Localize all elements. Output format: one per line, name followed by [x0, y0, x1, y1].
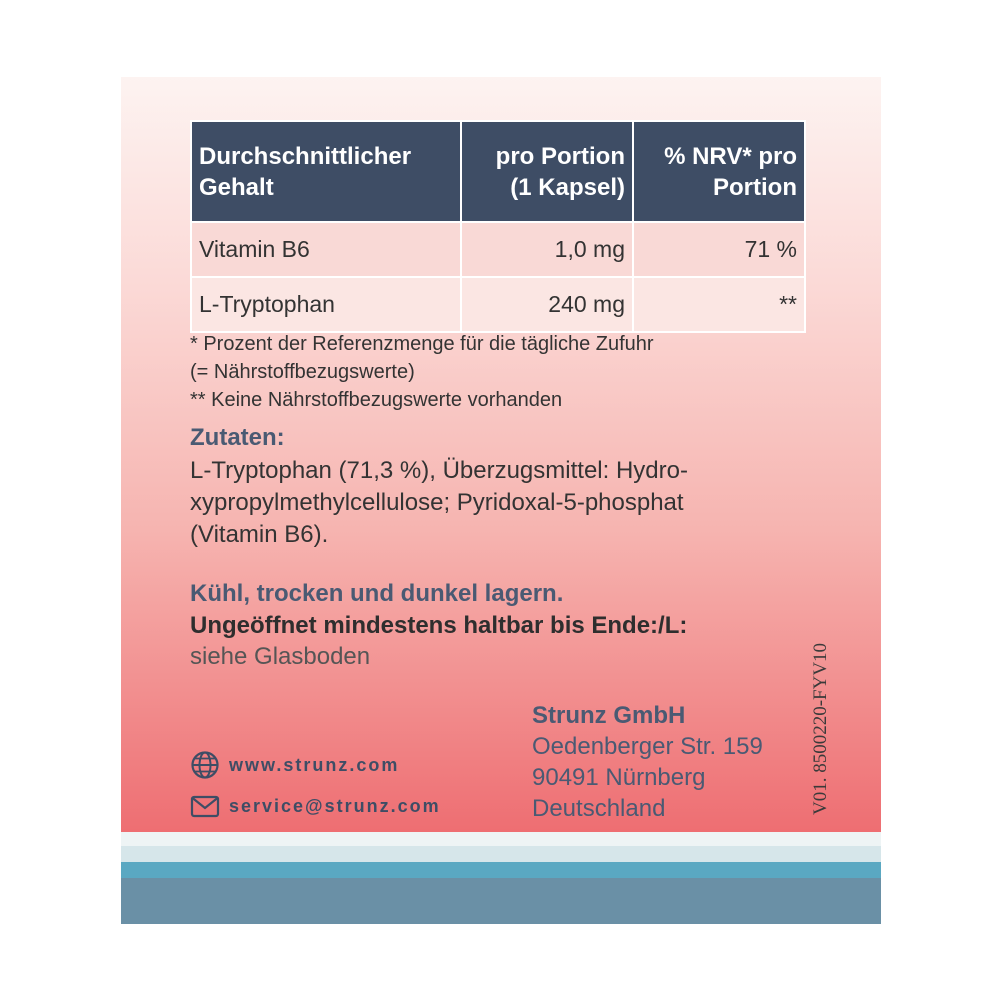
stripe-blue	[121, 862, 881, 878]
website-link[interactable]: www.strunz.com	[229, 754, 400, 775]
best-before-location: siehe Glasboden	[190, 643, 371, 670]
footnote-no-values: ** Keine Nährstoffbezugswerte vorhanden	[190, 389, 563, 411]
nutrient-portion: 240 mg	[461, 277, 633, 332]
nutrient-portion: 1,0 mg	[461, 222, 633, 277]
nutrient-name: L-Tryptophan	[191, 277, 461, 332]
table-row	[191, 222, 805, 277]
nutrient-name: Vitamin B6	[191, 222, 461, 277]
email-contact[interactable]	[190, 791, 441, 821]
website-contact[interactable]	[190, 750, 399, 780]
table-row	[191, 277, 805, 332]
stripe-slate	[121, 878, 881, 924]
storage-instruction: Kühl, trocken und dunkel lagern.	[190, 580, 564, 607]
ingredients-line: xypropylmethylcellulose; Pyridoxal-5-phosphat	[190, 489, 684, 516]
header-per-portion: pro Portion (1 Kapsel)	[461, 121, 633, 222]
nutrition-table-header	[191, 121, 805, 222]
stripe-light	[121, 832, 881, 846]
company-street: Oedenberger Str. 159	[532, 733, 763, 760]
company-country: Deutschland	[532, 795, 666, 822]
ingredients-text	[190, 455, 810, 551]
header-content: Durchschnittlicher Gehalt	[191, 121, 461, 222]
nutrient-nrv: 71 %	[633, 222, 805, 277]
batch-code: V01. 8500220-FYV10	[810, 642, 831, 815]
footnote-nrv: * Prozent der Referenzmenge für die tägliche Zufuhr	[190, 333, 654, 355]
ingredients-line: L-Tryptophan (71,3 %), Überzugsmittel: Hydro-	[190, 457, 688, 484]
header-nrv: % NRV* pro Portion	[633, 121, 805, 222]
footnote-nrv-note: (= Nährstoffbezugswerte)	[190, 361, 415, 383]
company-address	[532, 700, 763, 824]
best-before-label: Ungeöffnet mindestens haltbar bis Ende:/L:	[190, 612, 688, 639]
company-name: Strunz GmbH	[532, 702, 686, 729]
stripe-pale-blue	[121, 846, 881, 862]
company-city: 90491 Nürnberg	[532, 764, 706, 791]
email-link[interactable]: service@strunz.com	[229, 795, 441, 816]
mail-icon	[190, 791, 220, 821]
globe-icon	[190, 750, 220, 780]
nutrition-table	[190, 120, 806, 333]
ingredients-heading: Zutaten:	[190, 424, 285, 451]
nutrient-nrv: **	[633, 277, 805, 332]
ingredients-line: (Vitamin B6).	[190, 521, 329, 548]
